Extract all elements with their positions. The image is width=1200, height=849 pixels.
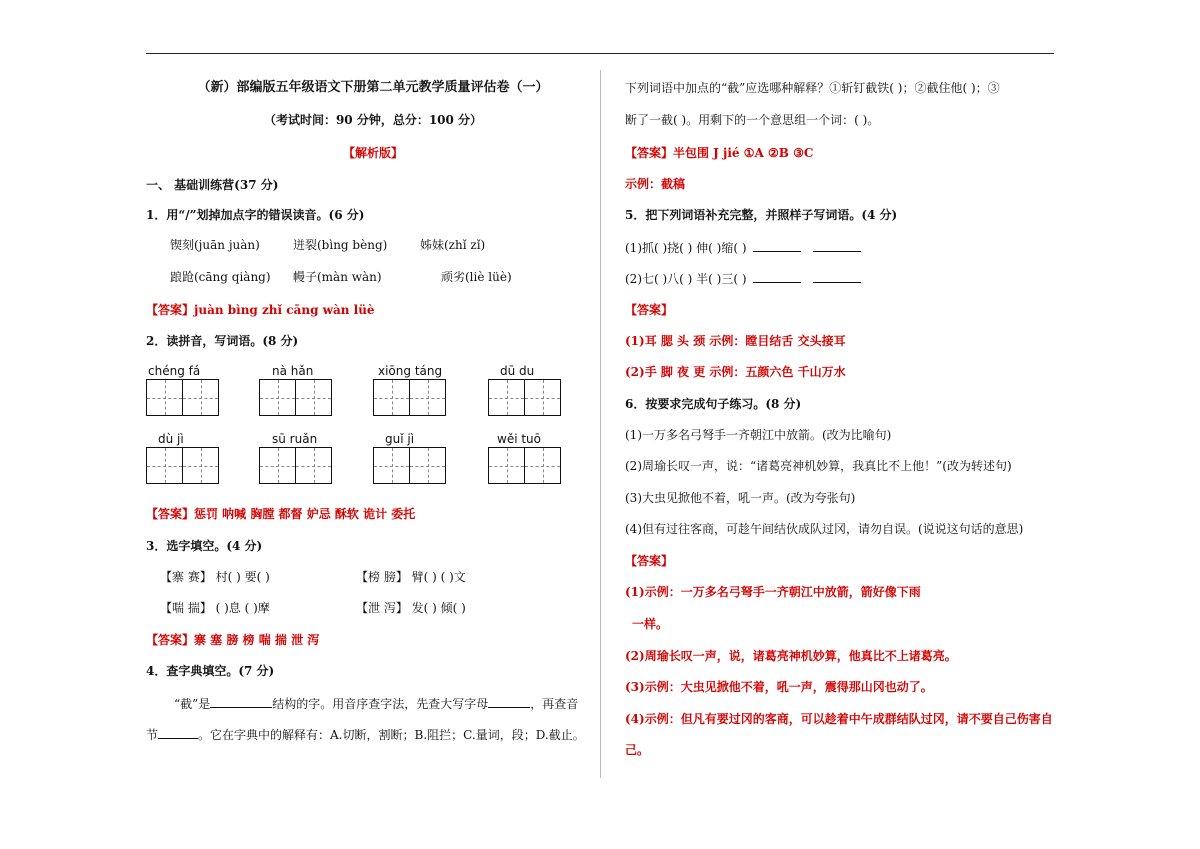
blank-field[interactable] xyxy=(753,239,801,252)
q2-answer: 【答案】惩罚 呐喊 胸膛 都督 妒忌 酥软 诡计 委托 xyxy=(146,507,416,521)
blank-field[interactable] xyxy=(753,270,801,283)
writing-grid[interactable] xyxy=(488,447,561,484)
pinyin-label: wěi tuō xyxy=(497,432,541,446)
q1-item: 顽劣(liè lüè) xyxy=(441,270,512,284)
writing-grid[interactable] xyxy=(259,379,332,416)
blank-field[interactable] xyxy=(488,695,530,708)
q4-title: 4．查字典填空。(7 分) xyxy=(146,664,275,678)
writing-grid[interactable] xyxy=(373,379,446,416)
q4-answer: 【答案】半包围 J jié ①A ②B ③C xyxy=(625,146,814,160)
q3-item: 【寨 赛】 村( ) 要( ) xyxy=(160,570,270,584)
q5-line: (1)抓( )挠( ) 伸( )缩( ) xyxy=(625,239,861,256)
q4-text: “截”是 结构的字。用音序查字法，先查大写字母 ，再查音 xyxy=(174,697,579,711)
column-divider xyxy=(600,70,601,778)
pinyin-label: guǐ jì xyxy=(385,432,415,446)
q3-item: 【榜 膀】 臂( ) ( )文 xyxy=(356,570,466,584)
q5-answer: (1)耳 腮 头 颈 示例：瞠目结舌 交头接耳 xyxy=(625,334,846,348)
writing-grid[interactable] xyxy=(146,379,219,416)
q6-answer: (3)示例：大虫见掀他不着，吼一声，震得那山冈也动了。 xyxy=(625,680,933,694)
q6-answer: 己。 xyxy=(625,743,650,757)
q6-title: 6．按要求完成句子练习。(8 分) xyxy=(625,397,802,411)
q1-item: 锲刻(juān juàn) xyxy=(170,238,260,252)
q5-answer: (2)手 脚 夜 更 示例：五颜六色 千山万水 xyxy=(625,365,846,379)
blank-field[interactable] xyxy=(813,239,861,252)
q6-sentence: (1)一万多名弓弩手一齐朝江中放箭。(改为比喻句) xyxy=(625,428,892,442)
q6-answer: (2)周瑜长叹一声，说，诸葛亮神机妙算，他真比不上诸葛亮。 xyxy=(625,649,957,663)
blank-field[interactable] xyxy=(158,726,198,739)
q6-answer: 一样。 xyxy=(632,617,669,631)
pinyin-label: xiōng táng xyxy=(378,364,443,378)
q6-answer: (4)示例：但凡有要过冈的客商，可以趁着中午成群结队过冈，请不要自己伤害自 xyxy=(625,712,1053,726)
q6-sentence: (3)大虫见掀他不着，吼一声。(改为夸张句) xyxy=(625,491,856,505)
q1-answer: 【答案】juàn bìng zhǐ cāng wàn lüè xyxy=(146,303,375,317)
pinyin-label: chéng fá xyxy=(148,364,201,378)
writing-grid[interactable] xyxy=(488,379,561,416)
q4-example: 示例：截稿 xyxy=(625,177,686,191)
exam-info: （考试时间：90 分钟，总分：100 分） xyxy=(263,113,483,127)
q3-item: 【泄 泻】 发( ) 倾( ) xyxy=(356,601,466,615)
writing-grid[interactable] xyxy=(373,447,446,484)
header-rule xyxy=(146,53,1054,54)
writing-grid[interactable] xyxy=(146,447,219,484)
pinyin-label: dù jì xyxy=(158,432,184,446)
q6-sentence: (2)周瑜长叹一声，说：“诸葛亮神机妙算，我真比不上他！”(改为转述句) xyxy=(625,459,1012,473)
q4-text: 节 。它在字典中的解释有：A.切断，割断；B.阻拦；C.量词，段；D.截止。 xyxy=(146,728,585,742)
q3-title: 3．选字填空。(4 分) xyxy=(146,539,263,553)
q1-title: 1．用“/”划掉加点字的错误读音。(6 分) xyxy=(146,208,365,222)
blank-field[interactable] xyxy=(210,695,272,708)
q2-title: 2．读拼音，写词语。(8 分) xyxy=(146,334,299,348)
q5-title: 5．把下列词语补充完整，并照样子写词语。(4 分) xyxy=(625,208,898,222)
q6-answer: (1)示例：一万多名弓弩手一齐朝江中放箭，箭好像下雨 xyxy=(625,585,921,599)
document-title: （新）部编版五年级语文下册第二单元教学质量评估卷（一） xyxy=(197,80,549,95)
q3-item: 【喘 揣】 ( )息 ( )摩 xyxy=(160,601,270,615)
q4-continued: 下列词语中加点的“截”应选哪种解释？①斩钉截铁( )；②截住他( )；③ xyxy=(625,81,1000,95)
q5-answer-label: 【答案】 xyxy=(625,303,674,317)
writing-grid[interactable] xyxy=(259,447,332,484)
pinyin-label: sū ruǎn xyxy=(272,432,318,446)
q1-item: 踉跄(cāng qiàng) xyxy=(170,270,271,284)
pinyin-label: dū du xyxy=(500,364,535,378)
q1-item: 姊妹(zhǐ zǐ) xyxy=(420,238,486,252)
q1-item: 幔子(màn wàn) xyxy=(293,270,382,284)
q3-answer: 【答案】寨 塞 膀 榜 喘 揣 泄 泻 xyxy=(146,633,320,647)
blank-field[interactable] xyxy=(813,270,861,283)
q6-answer-label: 【答案】 xyxy=(625,554,674,568)
section-heading: 一、 基础训练营(37 分) xyxy=(146,178,279,192)
q4-continued: 断了一截( )。用剩下的一个意思组一个词：( )。 xyxy=(625,113,880,127)
q5-line: (2)七( )八( ) 半( )三( ) xyxy=(625,270,861,287)
q1-item: 迸裂(bìng bèng) xyxy=(293,238,388,252)
q6-sentence: (4)但有过往客商，可趁午间结伙成队过冈，请勿自误。(说说这句话的意思) xyxy=(625,522,1024,536)
version-label: 【解析版】 xyxy=(342,146,403,160)
pinyin-label: nà hǎn xyxy=(272,364,314,378)
